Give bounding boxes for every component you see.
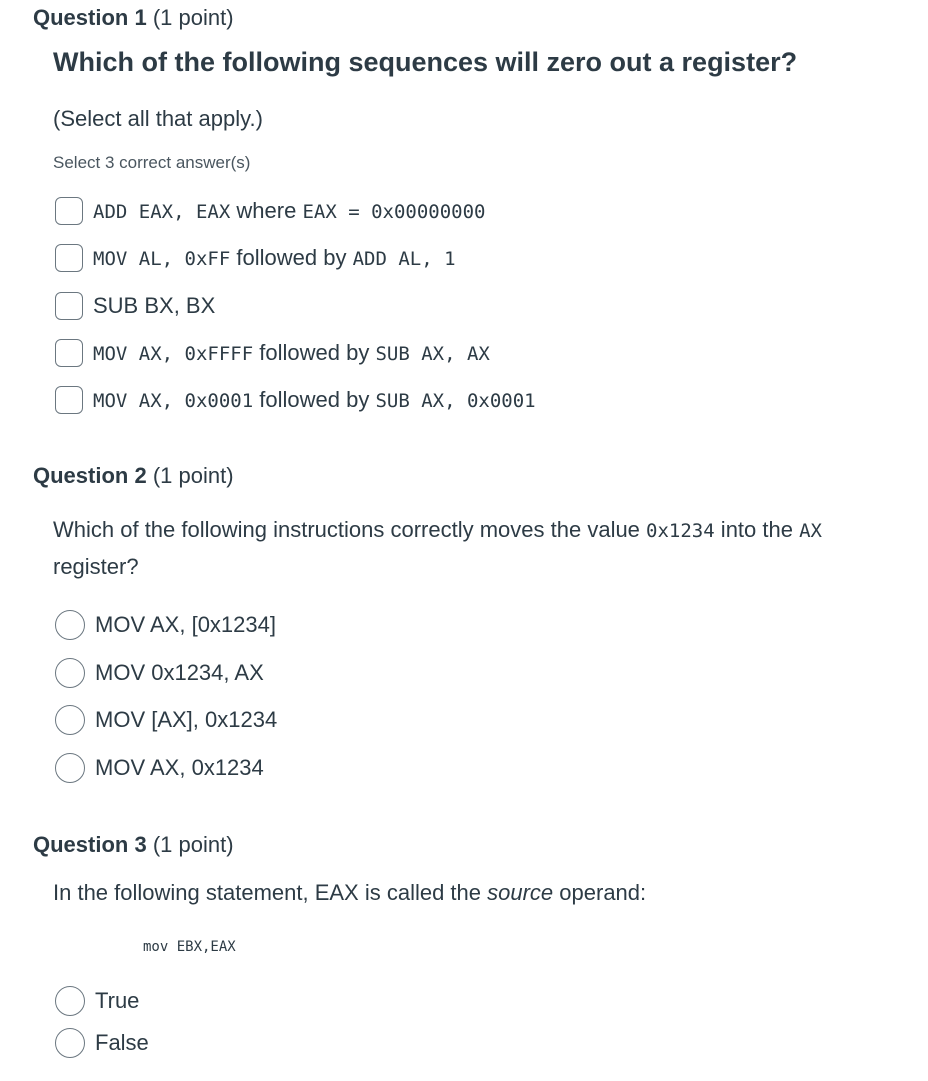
answer-option-3[interactable] [55, 290, 215, 322]
checkbox[interactable] [55, 197, 83, 225]
code-snippet: AX [799, 520, 822, 542]
code-snippet: 0x1234 [646, 520, 715, 542]
answer-label: True [95, 988, 140, 1013]
question-1-prompt: Which of the following sequences will zero out a register? [53, 47, 798, 77]
question-3-header [33, 832, 234, 858]
code-snippet: SUB AX, AX [375, 343, 490, 365]
answer-label [93, 340, 490, 366]
answer-text: followed by [253, 387, 376, 412]
answer-label [93, 387, 536, 413]
question-1-header [33, 5, 234, 31]
answer-label: False [95, 1030, 149, 1055]
checkbox[interactable] [55, 339, 83, 367]
question-points: (1 point) [152, 5, 234, 30]
answer-label: MOV AX, 0x1234 [95, 755, 264, 780]
answer-option-1[interactable] [55, 195, 485, 227]
radio-button[interactable] [55, 610, 85, 640]
answer-option-4[interactable] [55, 752, 264, 784]
code-snippet: MOV AX, 0x0001 [93, 390, 254, 412]
answer-option-2[interactable] [55, 242, 456, 274]
code-snippet: MOV AX, 0xFFFF [93, 343, 254, 365]
code-snippet: ADD AL, 1 [352, 248, 456, 270]
answer-option-true[interactable] [55, 985, 139, 1017]
answer-option-false[interactable] [55, 1027, 149, 1059]
question-title: Question 2 [33, 463, 147, 488]
answer-label [93, 198, 485, 224]
prompt-text: In the following statement, EAX is called the [53, 880, 488, 905]
radio-button[interactable] [55, 753, 85, 783]
checkbox[interactable] [55, 292, 83, 320]
question-title: Question 1 [33, 5, 147, 30]
answer-option-3[interactable] [55, 704, 277, 736]
radio-button[interactable] [55, 986, 85, 1016]
answer-label: MOV AX, [0x1234] [95, 612, 276, 637]
answer-label: MOV 0x1234, AX [95, 660, 264, 685]
answer-text: followed by [230, 245, 353, 270]
prompt-text: Which of the following instructions correctly moves the value [53, 517, 647, 542]
answer-option-5[interactable] [55, 384, 536, 416]
answer-option-2[interactable] [55, 657, 264, 689]
code-snippet: SUB AX, 0x0001 [375, 390, 536, 412]
question-points: (1 point) [152, 463, 234, 488]
radio-button[interactable] [55, 658, 85, 688]
prompt-text: operand: [553, 880, 647, 905]
question-title: Question 3 [33, 832, 147, 857]
question-2-prompt [53, 512, 923, 585]
answer-option-1[interactable] [55, 609, 276, 641]
radio-button[interactable] [55, 705, 85, 735]
select-hint: Select 3 correct answer(s) [53, 153, 251, 172]
answer-option-4[interactable] [55, 337, 490, 369]
question-2-header [33, 463, 234, 489]
answer-text: followed by [253, 340, 376, 365]
code-sample: mov EBX,EAX [143, 939, 236, 955]
answer-label: MOV [AX], 0x1234 [95, 707, 278, 732]
code-snippet: EAX = 0x00000000 [302, 201, 486, 223]
prompt-text: into the [714, 517, 800, 542]
answer-text: where [230, 198, 303, 223]
answer-label [93, 245, 456, 271]
code-snippet: ADD EAX, EAX [93, 201, 231, 223]
prompt-text: register? [53, 554, 139, 579]
question-3-prompt [53, 880, 646, 906]
answer-label: SUB BX, BX [93, 293, 216, 318]
question-points: (1 point) [152, 832, 234, 857]
select-all-note: (Select all that apply.) [53, 106, 263, 131]
radio-button[interactable] [55, 1028, 85, 1058]
checkbox[interactable] [55, 386, 83, 414]
checkbox[interactable] [55, 244, 83, 272]
code-snippet: MOV AL, 0xFF [93, 248, 231, 270]
prompt-emphasis: source [487, 880, 554, 905]
